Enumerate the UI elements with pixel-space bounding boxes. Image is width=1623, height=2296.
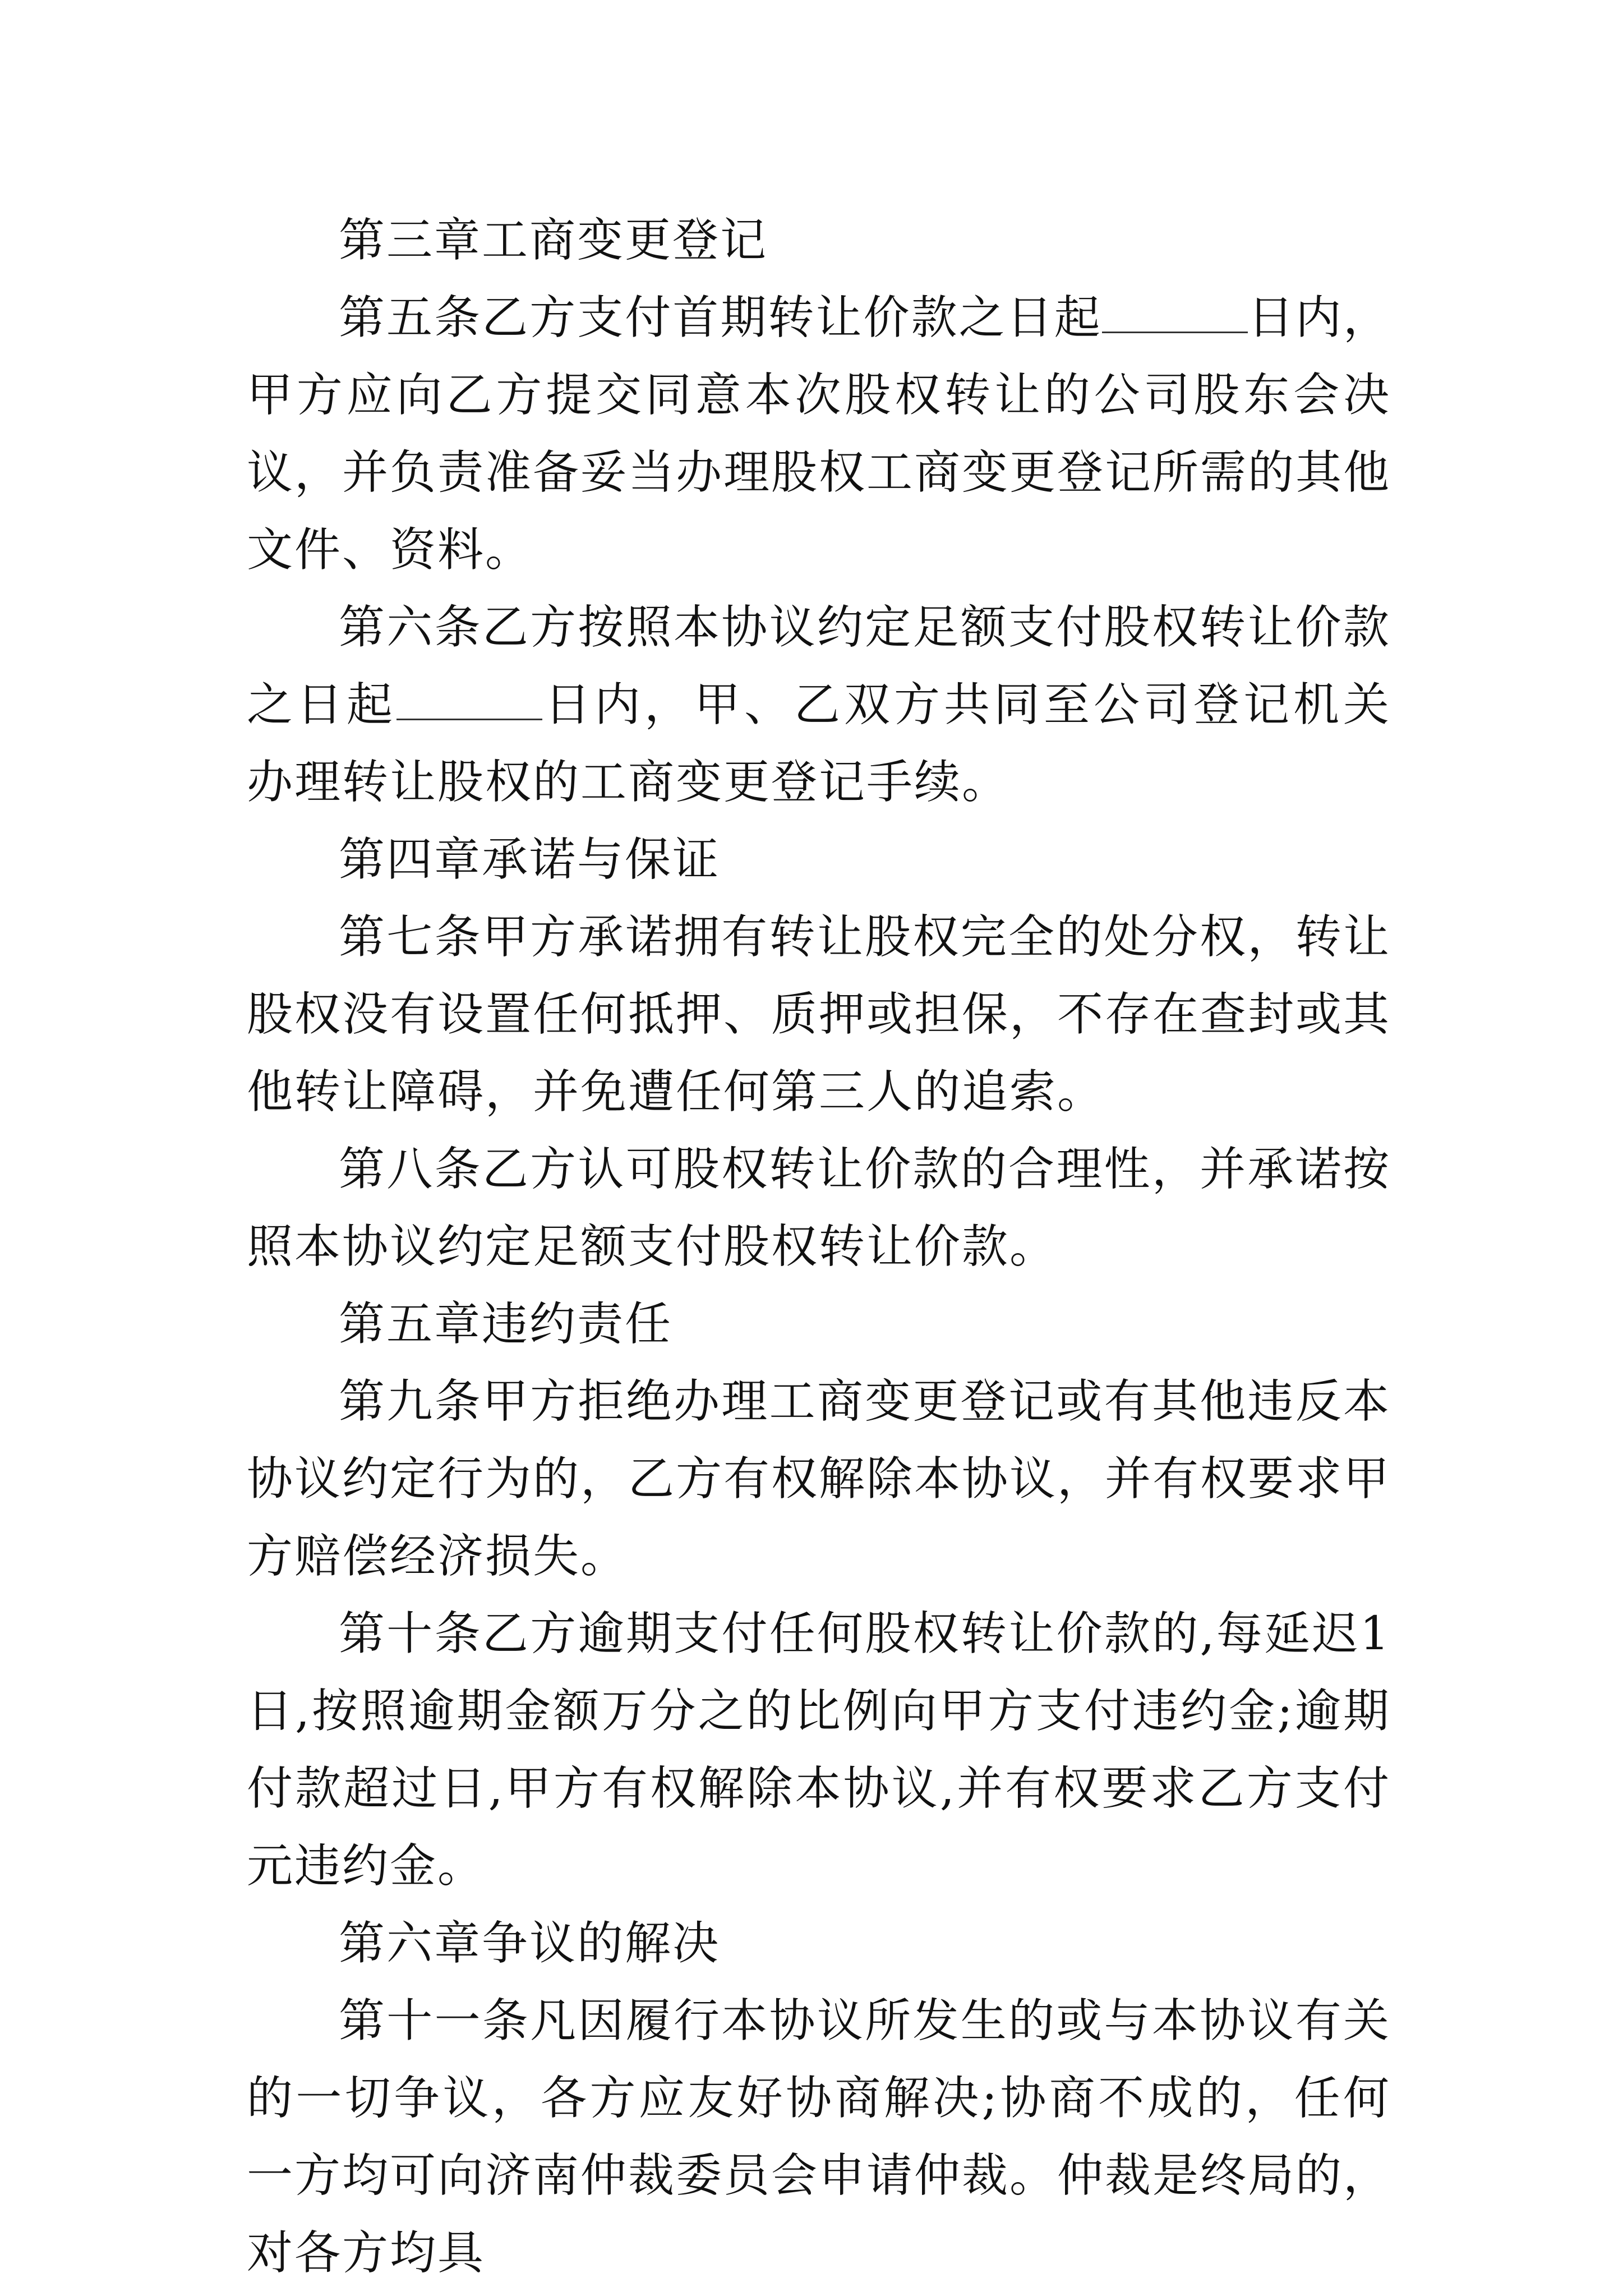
article-6-part-2: 日内，甲、乙双方共同至公司登记机关办理转让股权的工商变更登记手续。: [247, 678, 1391, 809]
article-10: 第十条乙方逾期支付任何股权转让价款的,每延迟1日,按照逾期金额万分之的比例向甲方支付违约金;逾期付款超过日,甲方有权解除本协议,并有权要求乙方支付元违约金。: [247, 1607, 1391, 1893]
blank-days-field: [396, 679, 542, 720]
article-5-part-2: 日内，甲方应向乙方提交同意本次股权转让的公司股东会决议，并负责准备妥当办理股权工商变更登记所需的其他文件、资料。: [247, 291, 1391, 577]
blank-days-field: [1102, 292, 1248, 333]
article-5: [247, 279, 1391, 589]
article-9: 第九条甲方拒绝办理工商变更登记或有其他违反本协议约定行为的，乙方有权解除本协议，并有权要求甲方赔偿经济损失。: [247, 1375, 1391, 1583]
chapter-5-title: 第五章违约责任: [339, 1297, 673, 1351]
chapter-3-title: 第三章工商变更登记: [339, 214, 768, 267]
article-11: 第十一条凡因履行本协议所发生的或与本协议有关的一切争议，各方应友好协商解决;协商不成的，任何一方均可向济南仲裁委员会申请仲裁。仲裁是终局的，对各方均具: [247, 1994, 1391, 2280]
chapter-6-title: 第六章争议的解决: [339, 1917, 721, 1970]
article-6: [247, 589, 1391, 821]
article-8: 第八条乙方认可股权转让价款的合理性，并承诺按照本协议约定足额支付股权转让价款。: [247, 1143, 1391, 1273]
article-7: 第七条甲方承诺拥有转让股权完全的处分权，转让股权没有设置任何抵押、质押或担保，不存在查封或其他转让障碍，并免遭任何第三人的追索。: [247, 910, 1391, 1119]
article-5-part-1: 第五条乙方支付首期转让价款之日起: [339, 291, 1102, 344]
chapter-4-title: 第四章承诺与保证: [339, 833, 721, 886]
document-page: [247, 202, 1391, 2292]
article-6-part-1: 第六条乙方按照本协议约定足额支付股权转让价款之日起: [247, 601, 1391, 731]
